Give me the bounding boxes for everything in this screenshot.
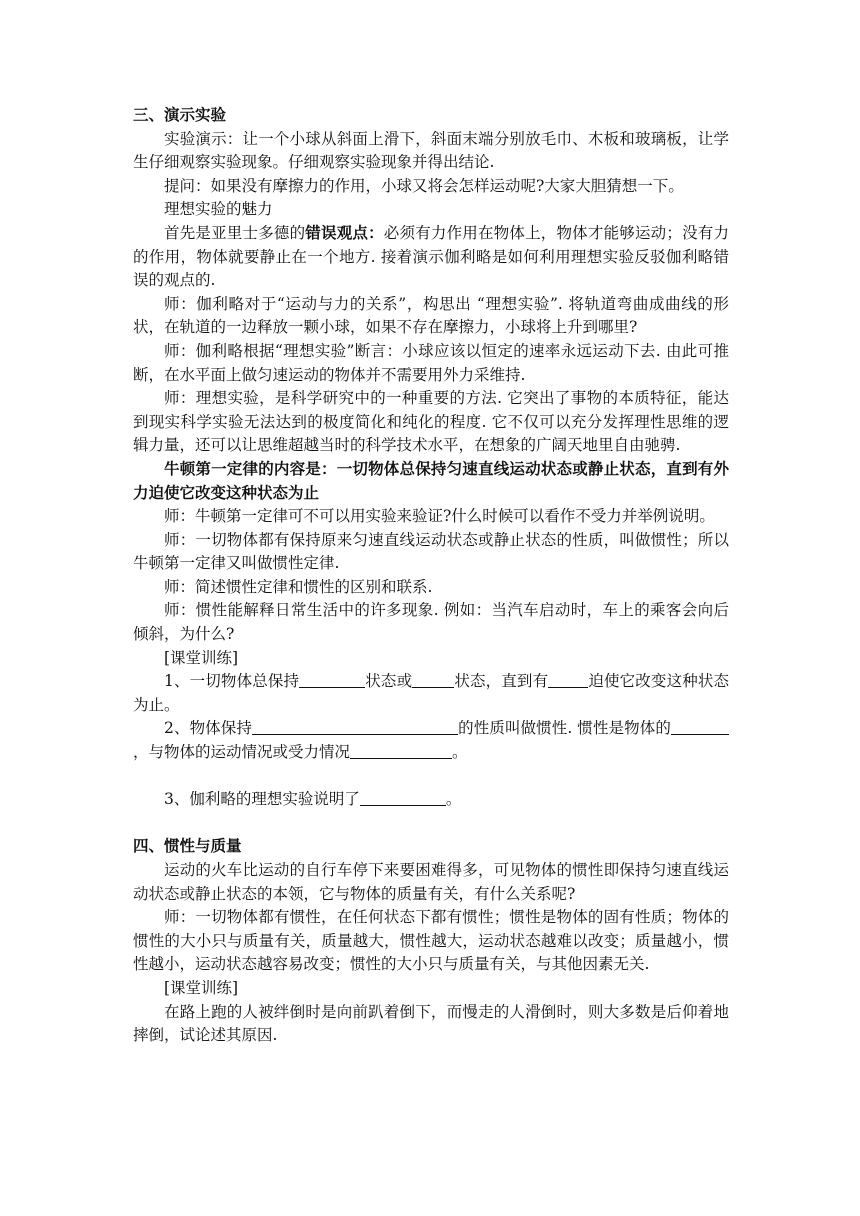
exercise-2-text-d: 。 (452, 743, 468, 762)
paragraph-train-bicycle: 运动的火车比运动的自行车停下来要困难得多，可见物体的惯性即保持匀速直线运动状态或静止状态的本领，它与物体的质量有关，有什么关系呢? (133, 861, 729, 903)
aristotle-text-post: 必须有力作用在物体上，物体才能够运动；没有力的作用，物体就要静止在一个地方. 接着演示伽利略是如何利用理想实验反驳伽利略错误的观点的. (133, 223, 729, 290)
exercise-2-text-c: ，与物体的运动情况或受力情况 (133, 743, 351, 762)
exercise-3-text-b: 。 (445, 790, 462, 809)
exercise-1-text-c: 状态，直到有 (454, 672, 549, 691)
paragraph-inertia-mass-relation: 师：一切物体都有惯性，在任何状态下都有惯性；惯性是物体的固有性质；物体的惯性的大小只与质量有关，质量越大，惯性越大，运动状态越难以改变；质量越小，惯性越小，运动状态越容易改变；惯性的大小只与质量有关，与其他因素无关. (133, 908, 729, 974)
exercise-1-text-b: 状态或 (365, 672, 413, 691)
exercise-2-text-a: 2、物体保持 (164, 719, 253, 738)
exercise-1-blank-2[interactable] (412, 672, 454, 689)
exercise-2-blank-1[interactable] (252, 719, 458, 736)
exercise-1-blank-1[interactable] (299, 672, 365, 689)
exercise-1-blank-3[interactable] (548, 672, 588, 689)
paragraph-galileo-assertion: 师：伽利略根据“理想实验”断言：小球应该以恒定的速率永远运动下去. 由此可推断，在水平面上做匀速运动的物体并不需要用外力采维持. (133, 341, 729, 384)
aristotle-text-pre: 首先是亚里士多德的 (164, 223, 306, 242)
paragraph-aristotle (133, 222, 729, 293)
exercise-3-text-a: 3、伽利略的理想实验说明了 (164, 790, 360, 809)
spacer (133, 812, 729, 836)
exercise-1-text-a: 1、一切物体总保持 (164, 672, 300, 691)
exercise-2-blank-3[interactable] (350, 743, 452, 760)
document-page (133, 104, 729, 1048)
paragraph-question: 提问：如果没有摩擦力的作用，小球又将会怎样运动呢?大家大胆猜想一下。 (164, 176, 684, 195)
paragraph-galileo-track: 师：伽利略对于“运动与力的关系”，构思出 “理想实验”. 将轨道弯曲成曲线的形状，在轨道的一边释放一颗小球，如果不存在摩擦力，小球将上升到哪里? (133, 294, 729, 337)
exercise-1 (133, 670, 729, 717)
exercise-3 (133, 788, 729, 812)
exercise-1-text-d: 迫使它改变这种状态为止。 (133, 672, 729, 714)
paragraph-verify-law: 师：牛顿第一定律可不可以用实验来验证?什么时候可以看作不受力并举例说明。 (164, 507, 715, 526)
classroom-training-label-2: [课堂训练] (164, 978, 239, 997)
paragraph-inertia-definition: 师：一切物体都有保持原来匀速直线运动状态或静止状态的性质，叫做惯性；所以牛顿第一定律又叫做惯性定律. (133, 530, 729, 573)
exercise-2-text-b: 的性质叫做惯性. 惯性是物体的 (458, 719, 671, 738)
classroom-training-label: [课堂训练] (164, 648, 239, 667)
section-heading-demo-experiment: 三、演示实验 (133, 106, 227, 124)
spacer (133, 765, 729, 789)
exercise-2-blank-2[interactable] (671, 719, 729, 736)
exercise-2 (133, 717, 729, 764)
paragraph-inertia-example: 师：惯性能解释日常生活中的许多现象. 例如：当汽车启动时，车上的乘客会向后倾斜，为什么? (133, 601, 729, 644)
paragraph-inertia-law-difference: 师：简述惯性定律和惯性的区别和联系. (164, 577, 433, 596)
paragraph-ideal-method: 师：理想实验，是科学研究中的一种重要的方法. 它突出了事物的本质特征，能达到现实科学实验无法达到的极度简化和纯化的程度. 它不仅可以充分发挥理性思维的逻辑力量，还可以让思维超越当时的科学技术水平，在想象的广阔天地里自由驰骋. (133, 389, 729, 455)
paragraph-newton-first-law: 牛顿第一定律的内容是：一切物体总保持匀速直线运动状态或静止状态，直到有外力迫使它改变这种状态为止 (133, 459, 729, 502)
section-heading-inertia-mass: 四、惯性与质量 (133, 837, 242, 856)
exercise-3-blank-1[interactable] (360, 790, 446, 807)
paragraph-tripping-question: 在路上跑的人被绊倒时是向前趴着倒下，而慢走的人滑倒时，则大多数是后仰着地摔倒，试论述其原因. (133, 1002, 729, 1045)
paragraph-demo: 实验演示：让一个小球从斜面上滑下，斜面末端分别放毛巾、木板和玻璃板，让学生仔细观察实验现象。仔细观察实验现象并得出结论. (133, 129, 729, 172)
paragraph-ideal-experiment-title: 理想实验的魅力 (164, 200, 273, 219)
aristotle-bold-label: 错误观点： (305, 223, 384, 242)
